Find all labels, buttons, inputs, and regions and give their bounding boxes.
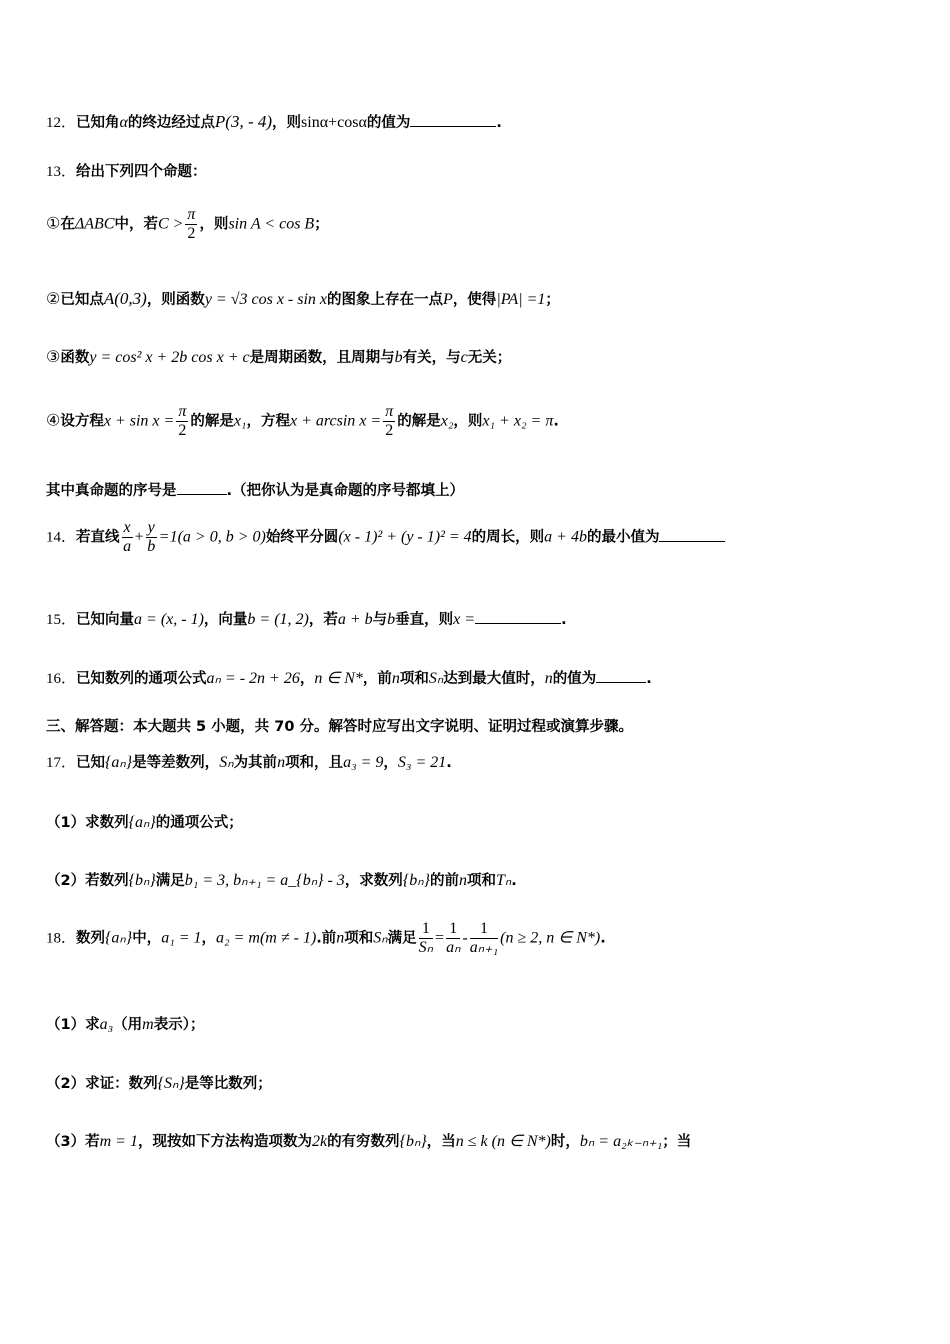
fraction: $\frac{1}{\text{aₙ₊₁}}$ bbox=[469, 920, 499, 956]
proposition-2: ②已知点A(0,3)，则函数y = √3 cos x - sin x的图象上存在一点P，使得|PA| =1； bbox=[46, 289, 560, 308]
question-17: 17．已知{aₙ}是等差数列，Sₙ为其前n项和，且a₃ = 9，S₃ = 21. bbox=[46, 754, 452, 771]
proposition-1: ①在ΔABC中，若C > $\frac{\pi}{2}$ ，则sin A < cos B； bbox=[46, 206, 329, 242]
answer-blank[interactable] bbox=[596, 668, 646, 683]
answer-blank[interactable] bbox=[659, 527, 725, 542]
question-16: 16．已知数列的通项公式aₙ = - 2n + 26，n ∈ N*，前n项和Sₙ达到最大值时，n的值为 . bbox=[46, 670, 652, 687]
question-17-part-1: （1）求数列{aₙ}的通项公式； bbox=[46, 814, 243, 831]
section-heading: 三、解答题：本大题共 5 小题，共 70 分。解答时应写出文字说明、证明过程或演算步骤。 bbox=[46, 719, 633, 735]
question-13-answer: 其中真命题的序号是 .（把你认为是真命题的序号都填上） bbox=[46, 480, 464, 501]
answer-blank[interactable] bbox=[410, 112, 496, 127]
question-12: 12．已知角α的终边经过点P(3, - 4)，则sinα+cosα的值为 . bbox=[46, 112, 502, 131]
question-18-part-1: （1）求a₃（用m表示）； bbox=[46, 1016, 205, 1033]
fraction: $\frac{\pi}{2}$ bbox=[385, 403, 394, 439]
question-18: 18．数列{aₙ}中，a₁ = 1，a₂ = m(m ≠ - 1).前n项和Sₙ满足 $\frac{1}{\text{Sₙ}}$ = $\frac{1}{\text{aₙ}}$ - $\frac{1}{\text{aₙ₊₁}}$ (n ≥ 2, n ∈ N*). bbox=[46, 920, 606, 956]
fraction: $\frac{x}{a}$ bbox=[123, 519, 132, 555]
question-14: 14．若直线 $\frac{x}{a}$ + $\frac{y}{b}$ =1(a > 0, b > 0)始终平分圆(x - 1)² + (y - 1)² = 4的周长，则a + 4b的最小值为 bbox=[46, 519, 725, 563]
question-18-part-2: （2）求证：数列{Sₙ}是等比数列； bbox=[46, 1075, 272, 1092]
question-13-title: 13．给出下列四个命题： bbox=[46, 164, 207, 180]
question-18-part-3: （3）若m = 1，现按如下方法构造项数为2k的有穷数列{bₙ}，当n ≤ k (n ∈ N*)时，bₙ = a₂ₖ₋ₙ₊₁；当 bbox=[46, 1133, 692, 1150]
proposition-3: ③函数y = cos² x + 2b cos x + c是周期函数，且周期与b有关，与c无关； bbox=[46, 349, 512, 366]
answer-blank[interactable] bbox=[177, 480, 227, 495]
question-number: 12． bbox=[46, 115, 77, 131]
question-15: 15．已知向量a = (x, - 1)，向量b = (1, 2)，若a + b与b垂直，则x = . bbox=[46, 611, 567, 628]
fraction: $\frac{1}{\text{aₙ}}$ bbox=[446, 920, 461, 956]
fraction: $\frac{1}{\text{Sₙ}}$ bbox=[418, 920, 434, 956]
answer-blank[interactable] bbox=[475, 609, 561, 624]
fraction: $\frac{\pi}{2}$ bbox=[178, 403, 187, 439]
fraction: $\frac{\pi}{2}$ bbox=[187, 206, 196, 242]
proposition-4: ④设方程x + sin x = $\frac{\pi}{2}$ 的解是x₁，方程x + arcsin x = $\frac{\pi}{2}$ 的解是x₂，则x₁ + x₂ = π. bbox=[46, 403, 559, 439]
question-17-part-2: （2）若数列{bₙ}满足b₁ = 3, bₙ₊₁ = a_{bₙ} - 3，求数列{bₙ}的前n项和Tₙ. bbox=[46, 872, 517, 889]
fraction: $\frac{y}{b}$ bbox=[147, 519, 156, 555]
